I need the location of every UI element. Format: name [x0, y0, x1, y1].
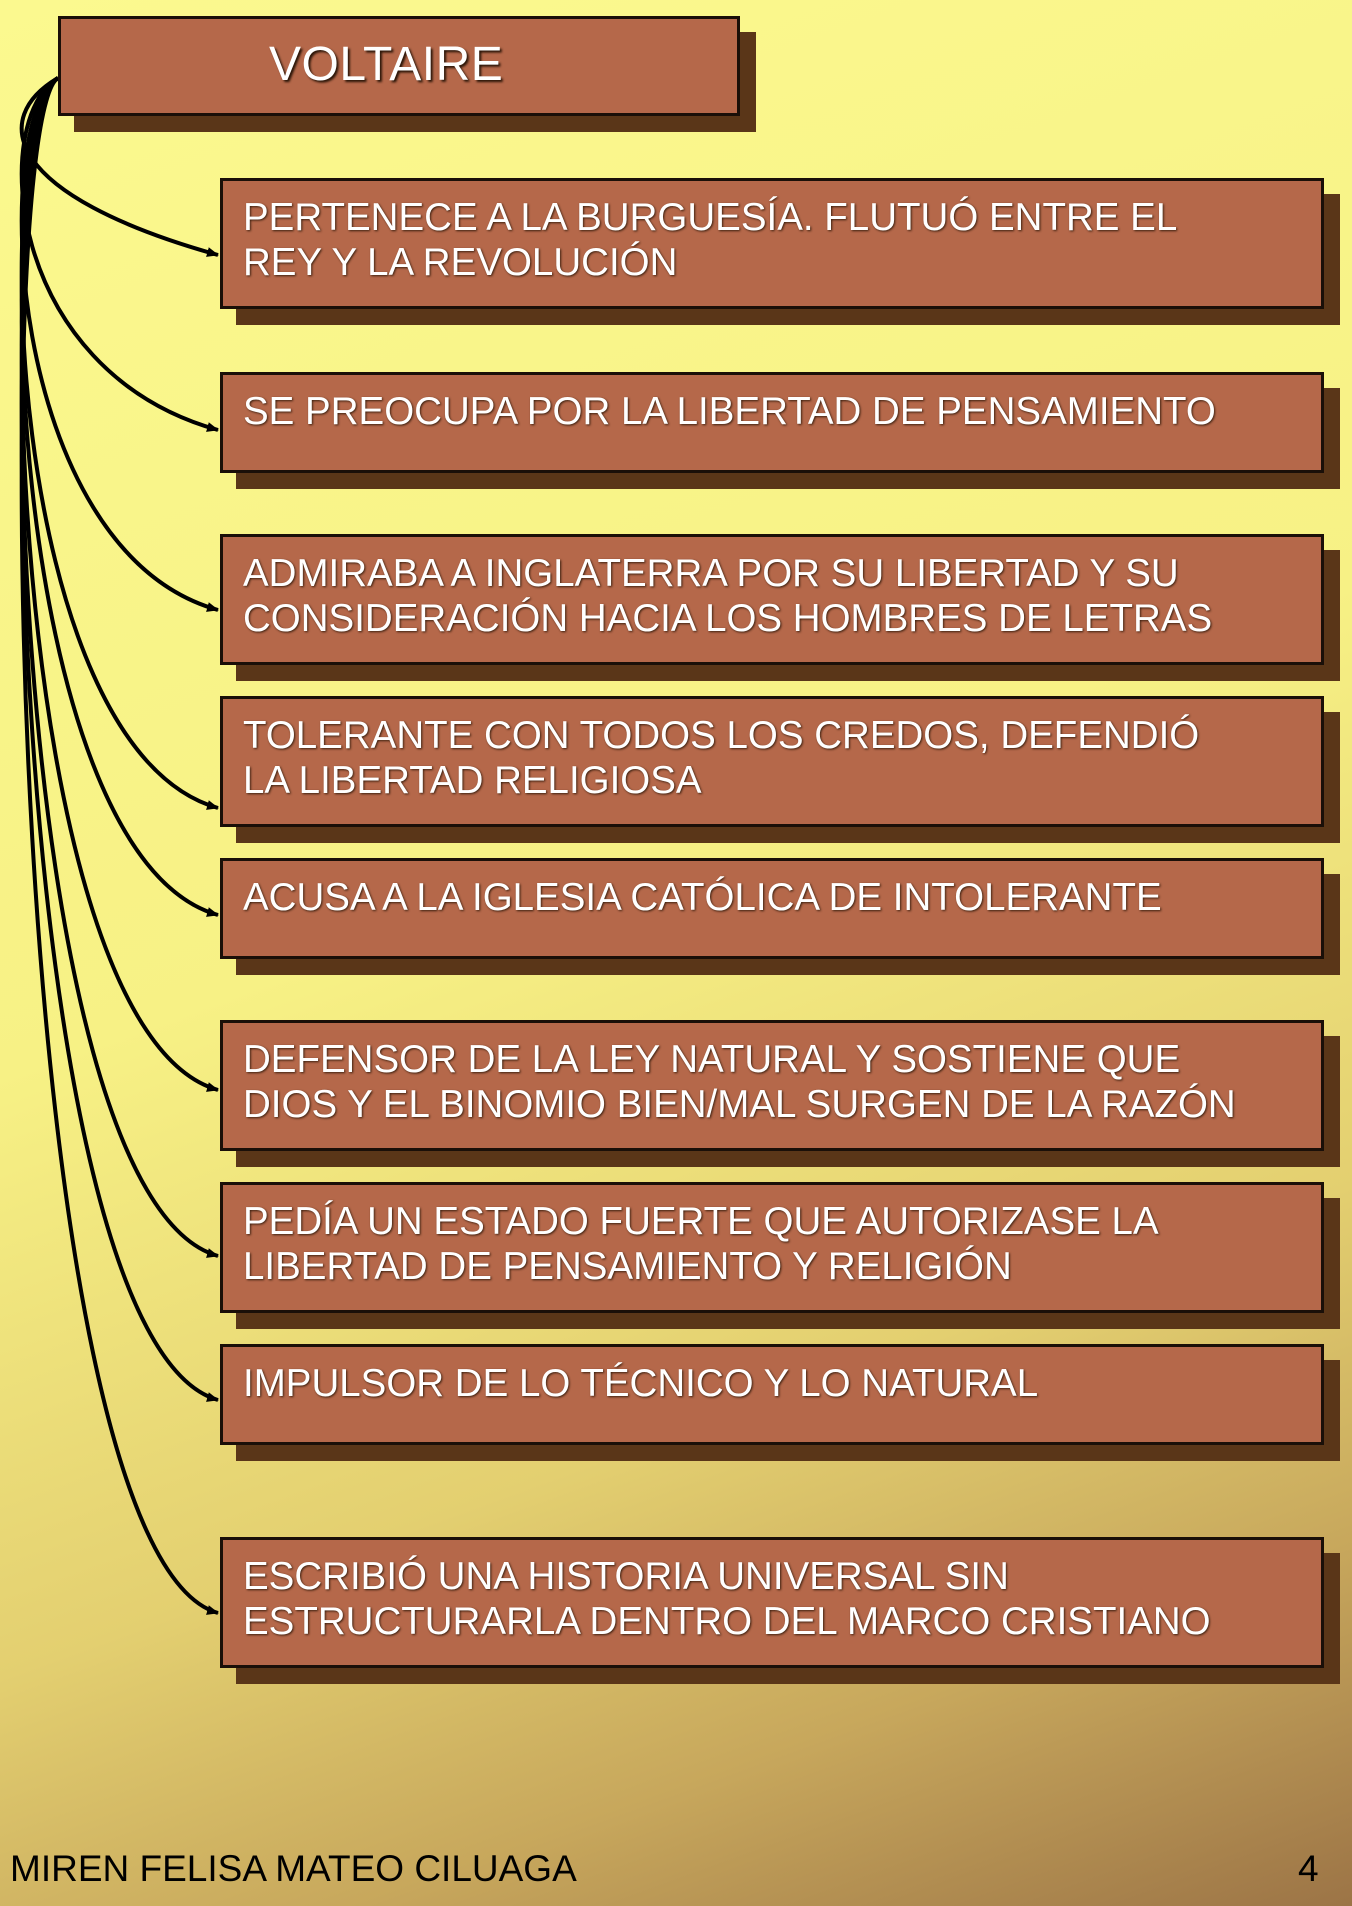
concept-box-7 — [220, 1182, 1324, 1313]
concept-text-8: IMPULSOR DE LO TÉCNICO Y LO NATURAL — [243, 1362, 1039, 1405]
concept-box-3 — [220, 534, 1324, 665]
connector-arrow-2 — [22, 78, 218, 430]
concept-text-4: TOLERANTE CON TODOS LOS CREDOS, DEFENDIÓ LA LIBERTAD RELIGIOSA — [243, 714, 1200, 802]
connector-arrow-4 — [22, 78, 218, 808]
concept-box-2 — [220, 372, 1324, 473]
concept-box-8 — [220, 1344, 1324, 1445]
connector-arrow-5 — [22, 78, 218, 915]
concept-text-5: ACUSA A LA IGLESIA CATÓLICA DE INTOLERANTE — [243, 876, 1162, 919]
concept-text-3: ADMIRABA A INGLATERRA POR SU LIBERTAD Y SU CONSIDERACIÓN HACIA LOS HOMBRES DE LETRAS — [243, 552, 1213, 640]
concept-box-1 — [220, 178, 1324, 309]
concept-text-9: ESCRIBIÓ UNA HISTORIA UNIVERSAL SIN ESTRUCTURARLA DENTRO DEL MARCO CRISTIANO — [243, 1555, 1211, 1643]
concept-text-7: PEDÍA UN ESTADO FUERTE QUE AUTORIZASE LA LIBERTAD DE PENSAMIENTO Y RELIGIÓN — [243, 1200, 1159, 1288]
concept-box-6 — [220, 1020, 1324, 1151]
title-box — [58, 16, 740, 116]
concept-box-5 — [220, 858, 1324, 959]
concept-box-4 — [220, 696, 1324, 827]
connector-arrow-3 — [22, 78, 218, 610]
concept-text-1: PERTENECE A LA BURGUESÍA. FLUTUÓ ENTRE EL REY Y LA REVOLUCIÓN — [243, 196, 1178, 284]
footer-author: MIREN FELISA MATEO CILUAGA — [10, 1848, 577, 1889]
concept-box-9 — [220, 1537, 1324, 1668]
page-title: VOLTAIRE — [269, 38, 504, 91]
concept-text-2: SE PREOCUPA POR LA LIBERTAD DE PENSAMIENTO — [243, 390, 1216, 433]
concept-text-6: DEFENSOR DE LA LEY NATURAL Y SOSTIENE QUE DIOS Y EL BINOMIO BIEN/MAL SURGEN DE LA RAZÓN — [243, 1038, 1236, 1126]
page-number: 4 — [1298, 1848, 1319, 1889]
